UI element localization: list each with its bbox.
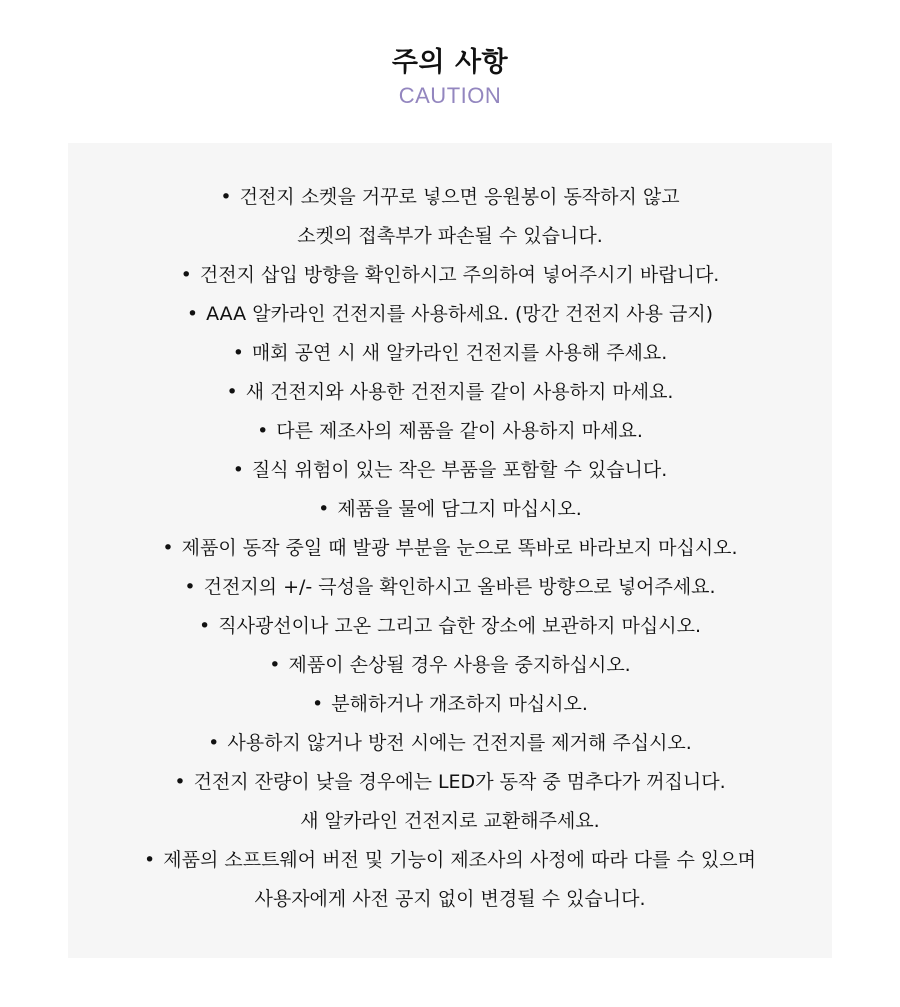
bullet-icon: • <box>144 849 156 871</box>
caution-line <box>0 646 900 685</box>
caution-text: AAA 알카라인 건전지를 사용하세요. (망간 건전지 사용 금지) <box>206 303 714 325</box>
bullet-icon: • <box>226 381 238 403</box>
caution-text: 건전지 잔량이 낮을 경우에는 LED가 동작 중 멈추다가 꺼집니다. <box>193 771 726 793</box>
caution-text: 매회 공연 시 새 알카라인 건전지를 사용해 주세요. <box>251 342 668 364</box>
bullet-icon: • <box>186 303 199 325</box>
caution-line <box>0 529 900 568</box>
bullet-icon: • <box>312 693 324 715</box>
caution-line <box>0 568 900 607</box>
caution-text: 질식 위험이 있는 작은 부품을 포함할 수 있습니다. <box>251 459 668 481</box>
caution-text: 다른 제조사의 제품을 같이 사용하지 마세요. <box>276 420 643 442</box>
bullet-icon: • <box>162 537 174 559</box>
bullet-icon: • <box>232 459 244 481</box>
caution-text: 직사광선이나 고온 그리고 습한 장소에 보관하지 마십시오. <box>218 615 701 637</box>
caution-header <box>0 44 900 110</box>
caution-line <box>0 412 900 451</box>
caution-text: 건전지 소켓을 거꾸로 넣으면 응원봉이 동작하지 않고 <box>239 186 680 208</box>
bullet-icon: • <box>269 654 281 676</box>
caution-line <box>0 802 900 841</box>
bullet-icon: • <box>232 342 244 364</box>
page-subtitle: CAUTION <box>398 83 502 108</box>
caution-line <box>0 607 900 646</box>
caution-line <box>0 373 900 412</box>
caution-text: 제품이 동작 중일 때 발광 부분을 눈으로 똑바로 바라보지 마십시오. <box>181 537 738 559</box>
caution-text: 사용하지 않거나 방전 시에는 건전지를 제거해 주십시오. <box>227 732 692 754</box>
page-title: 주의 사항 <box>391 47 509 78</box>
caution-text: 분해하거나 개조하지 마십시오. <box>331 693 588 715</box>
caution-line <box>0 256 900 295</box>
bullet-icon: • <box>180 264 192 286</box>
caution-text: 사용자에게 사전 공지 없이 변경될 수 있습니다. <box>254 888 646 910</box>
caution-text: 제품이 손상될 경우 사용을 중지하십시오. <box>288 654 631 676</box>
caution-text: 건전지 삽입 방향을 확인하시고 주의하여 넣어주시기 바랍니다. <box>199 264 720 286</box>
caution-line <box>0 217 900 256</box>
caution-text: 제품을 물에 담그지 마십시오. <box>337 498 582 520</box>
caution-text: 소켓의 접촉부가 파손될 수 있습니다. <box>297 225 603 247</box>
caution-line <box>0 295 900 334</box>
caution-text: 새 건전지와 사용한 건전지를 같이 사용하지 마세요. <box>245 381 674 403</box>
bullet-icon: • <box>199 615 211 637</box>
bullet-icon: • <box>174 771 186 793</box>
bullet-icon: • <box>318 498 330 520</box>
caution-line <box>0 334 900 373</box>
caution-line <box>0 880 900 919</box>
caution-text: 새 알카라인 건전지로 교환해주세요. <box>300 810 600 832</box>
caution-text: 건전지의 +/- 극성을 확인하시고 올바른 방향으로 넣어주세요. <box>203 576 716 598</box>
bullet-icon: • <box>208 732 220 754</box>
bullet-icon: • <box>257 420 269 442</box>
caution-text: 제품의 소프트웨어 버전 및 기능이 제조사의 사정에 따라 다를 수 있으며 <box>163 849 756 871</box>
bullet-icon: • <box>184 576 196 598</box>
caution-list <box>0 178 900 919</box>
caution-line <box>0 763 900 802</box>
caution-line <box>0 451 900 490</box>
caution-line <box>0 841 900 880</box>
bullet-icon: • <box>220 186 232 208</box>
caution-line <box>0 490 900 529</box>
caution-line <box>0 178 900 217</box>
caution-line <box>0 685 900 724</box>
caution-line <box>0 724 900 763</box>
